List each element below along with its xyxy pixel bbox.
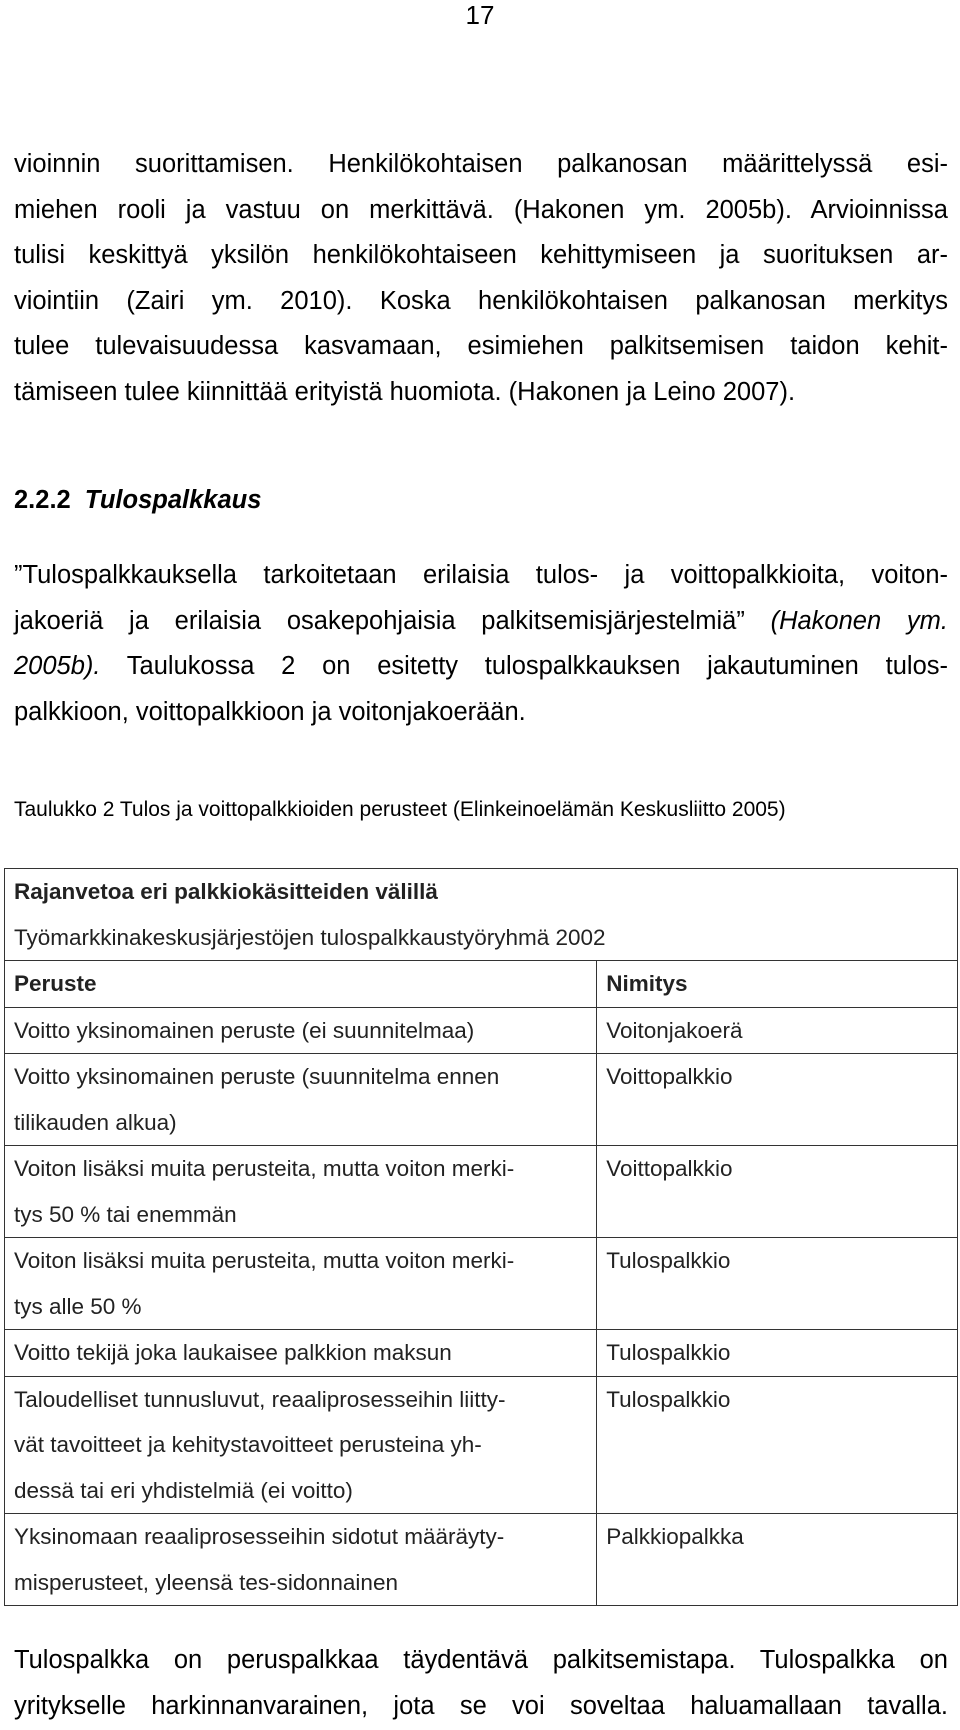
table-title: Rajanvetoa eri palkkiokäsitteiden välillä (14, 879, 438, 904)
intro-line-4: viointiin (Zairi ym. 2010). Koska henkilökohtaisen palkanosan merkitys (14, 286, 948, 315)
peruste-line: Voiton lisäksi muita perusteita, mutta voiton merki- (14, 1248, 515, 1273)
intro-line-1: vioinnin suorittamisen. Henkilökohtaisen palkanosan määrittelyssä esi- (14, 150, 948, 178)
table-row (5, 1146, 958, 1238)
nimitys-cell: Voittopalkkio (597, 1054, 958, 1146)
peruste-line: tys alle 50 % (14, 1293, 142, 1319)
peruste-cell (5, 1007, 597, 1054)
nimitys-cell: Tulospalkkio (597, 1330, 958, 1377)
nimitys-cell: Voitonjakoerä (597, 1007, 958, 1054)
definition-line-2-text: jakoeriä ja erilaisia osakepohjaisia palkitsemisjärjestelmiä” (14, 606, 771, 635)
peruste-cell (5, 1376, 597, 1514)
table-row (5, 1376, 958, 1514)
header-nimitys: Nimitys (597, 961, 958, 1008)
peruste-line: Voitto yksinomainen peruste (ei suunnitelmaa) (14, 1017, 475, 1043)
nimitys-cell: Voittopalkkio (597, 1146, 958, 1238)
definition-line-2 (14, 599, 948, 645)
peruste-line: dessä tai eri yhdistelmiä (ei voitto) (14, 1477, 353, 1503)
definition-citation-end: 2005b). (14, 652, 101, 680)
peruste-cell (5, 1054, 597, 1146)
table-row (5, 1007, 958, 1054)
closing-line-2: yritykselle harkinnanvarainen, jota se voi soveltaa haluamallaan tavalla. (14, 1691, 948, 1720)
table-title-row (5, 869, 958, 961)
intro-line-5: tulee tulevaisuudessa kasvamaan, esimiehen palkitsemisen taidon kehit- (14, 332, 948, 360)
page-number: 17 (465, 0, 495, 30)
peruste-line: Taloudelliset tunnusluvut, reaaliprosesseihin liitty- (14, 1386, 506, 1412)
table-row (5, 1054, 958, 1146)
table-row (5, 1330, 958, 1377)
nimitys-cell: Palkkiopalkka (597, 1514, 958, 1606)
definition-line-1: ”Tulospalkkauksella tarkoitetaan erilaisia tulos- ja voittopalkkioita, voiton- (14, 561, 948, 589)
peruste-cell (5, 1238, 597, 1330)
section-heading (14, 480, 261, 520)
definition-line-3-text: Taulukossa 2 on esitetty tulospalkkauksen jakautuminen tulos- (100, 652, 948, 680)
table-subtitle: Työmarkkinakeskusjärjestöjen tulospalkkaustyöryhmä 2002 (14, 924, 606, 950)
section-number: 2.2.2 (14, 486, 71, 514)
table-row (5, 1238, 958, 1330)
definition-paragraph (14, 553, 948, 735)
peruste-line: misperusteet, yleensä tes-sidonnainen (14, 1569, 398, 1595)
header-peruste: Peruste (5, 961, 597, 1008)
table-row (5, 1514, 958, 1606)
nimitys-cell: Tulospalkkio (597, 1376, 958, 1514)
definition-citation-start: (Hakonen ym. (770, 606, 948, 635)
closing-line-1: Tulospalkka on peruspalkkaa täydentävä palkitsemistapa. Tulospalkka on (14, 1646, 948, 1674)
intro-line-6: tämiseen tulee kiinnittää erityistä huomiota. (Hakonen ja Leino 2007). (14, 377, 796, 406)
peruste-line: tys 50 % tai enemmän (14, 1201, 237, 1227)
peruste-line: Yksinomaan reaaliprosesseihin sidotut määräyty- (14, 1524, 505, 1549)
section-title: Tulospalkkaus (84, 486, 262, 514)
peruste-cell (5, 1330, 597, 1377)
peruste-cell (5, 1146, 597, 1238)
peruste-line: Voitto tekijä joka laukaisee palkkion maksun (14, 1340, 452, 1365)
definition-line-4: palkkioon, voittopalkkioon ja voitonjakoerään. (14, 697, 526, 726)
definition-line-3 (14, 644, 948, 690)
intro-paragraph (14, 142, 948, 415)
peruste-line: tilikauden alkua) (14, 1109, 177, 1135)
peruste-cell (5, 1514, 597, 1606)
rules-table (4, 868, 958, 1606)
peruste-line: Voitto yksinomainen peruste (suunnitelma ennen (14, 1064, 500, 1089)
table-title-cell (5, 869, 958, 961)
closing-paragraph (14, 1638, 948, 1729)
table-caption: Taulukko 2 Tulos ja voittopalkkioiden perusteet (Elinkeinoelämän Keskusliitto 2005) (14, 798, 786, 821)
intro-line-3: tulisi keskittyä yksilön henkilökohtaiseen kehittymiseen ja suorituksen ar- (14, 241, 948, 269)
intro-line-2: miehen rooli ja vastuu on merkittävä. (Hakonen ym. 2005b). Arvioinnissa (14, 195, 948, 224)
nimitys-cell: Tulospalkkio (597, 1238, 958, 1330)
peruste-line: Voiton lisäksi muita perusteita, mutta voiton merki- (14, 1156, 515, 1181)
peruste-line: vät tavoitteet ja kehitystavoitteet perusteina yh- (14, 1432, 482, 1457)
table-header-row (5, 961, 958, 1008)
